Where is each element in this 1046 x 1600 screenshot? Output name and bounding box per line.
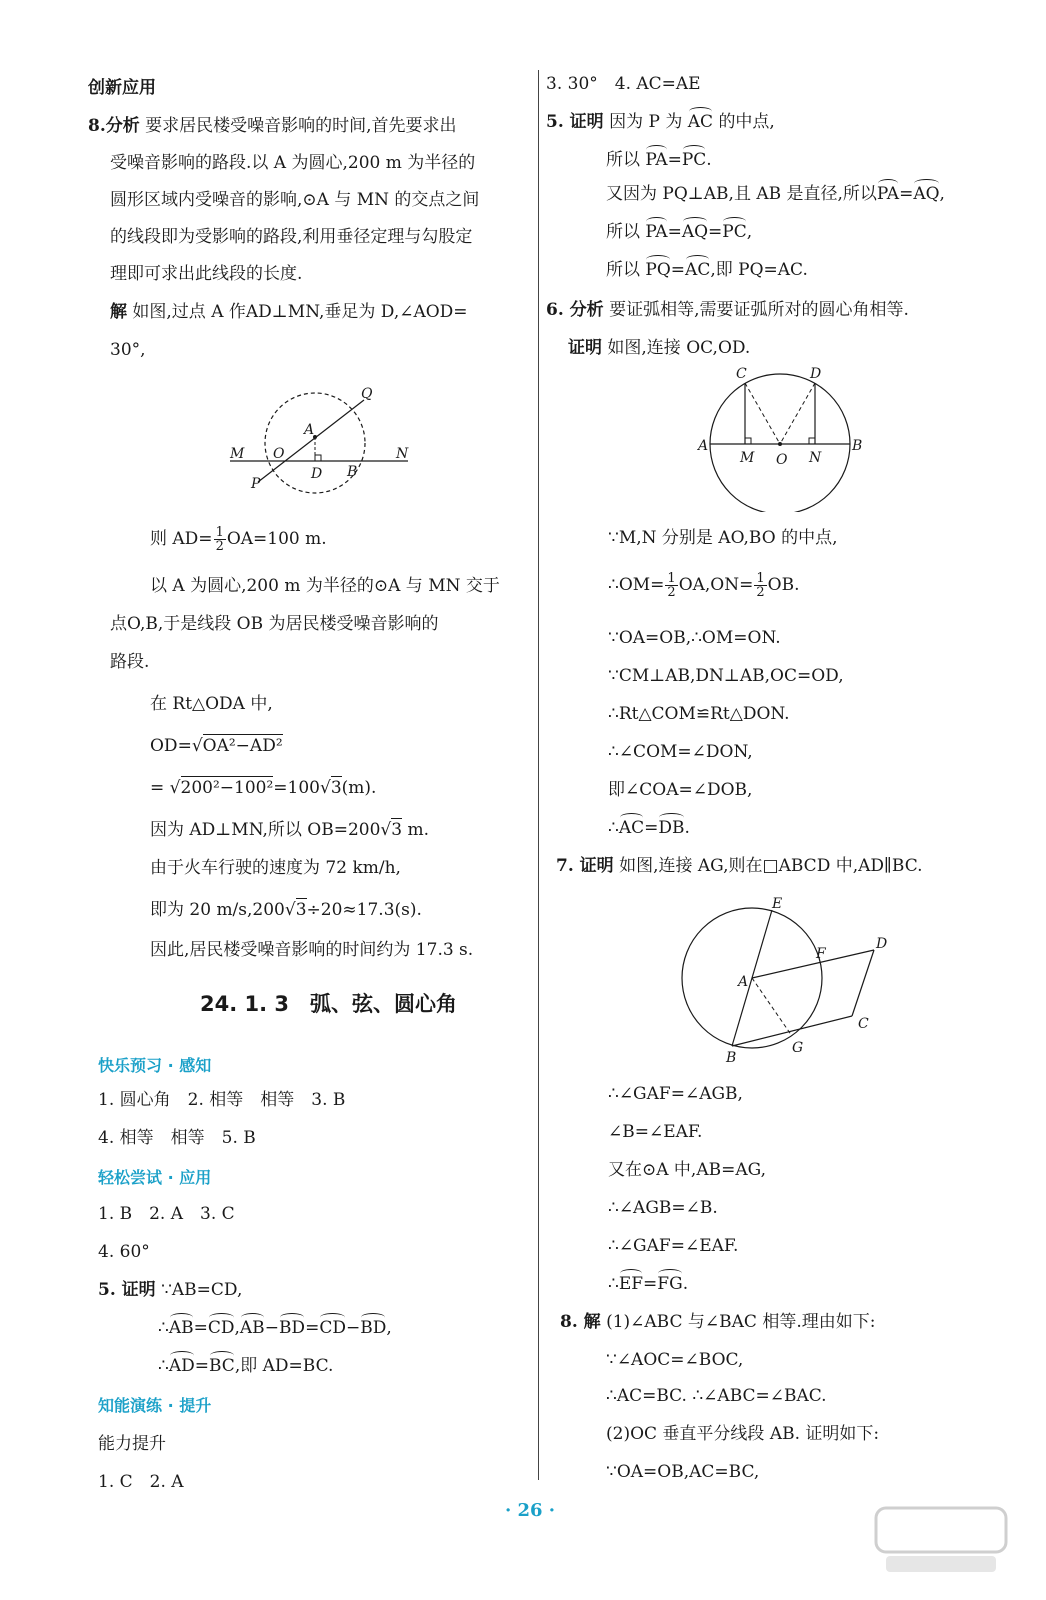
r-q7-line3: ∠B=∠EAF.	[608, 1122, 703, 1142]
label-Q: Q	[361, 386, 373, 402]
q8-analysis-line5: 理即可求出此线段的长度.	[110, 264, 303, 284]
watermark-logo	[866, 1500, 1016, 1580]
label-C: C	[858, 1016, 869, 1032]
column-divider	[538, 70, 539, 1480]
heading-improve: 知能演练 · 提升	[98, 1396, 212, 1415]
r-q6-proof-line9: ∴AC=DB.	[608, 818, 690, 838]
r-q7-line2: ∴∠GAF=∠AGB,	[608, 1084, 743, 1104]
practice-q5-line2: ∴AB=CD,AB−BD=CD−BD,	[158, 1318, 392, 1338]
r-q7-line1: 7. 证明 如图,连接 AG,则在□ABCD 中,AD∥BC.	[556, 856, 923, 876]
label-D: D	[876, 936, 888, 952]
label-N: N	[809, 450, 822, 466]
page-number: · 26 ·	[504, 1500, 556, 1521]
figure-circle-line-mn	[218, 386, 418, 496]
label-N: N	[396, 446, 409, 462]
q8-analysis-line1: 8.分析 要求居民楼受噪音影响的时间,首先要求出	[88, 116, 457, 136]
r-q6-proof-line1: 证明 如图,连接 OC,OD.	[568, 338, 751, 358]
fraction-half: $\frac{1}{2}$	[215, 525, 224, 554]
q8-solution-line12: 即为 20 m/s,200√3÷20≈17.3(s).	[150, 900, 422, 920]
r-q6-proof-line2: ∵M,N 分别是 AO,BO 的中点,	[608, 528, 838, 548]
practice-q5-line1: 5. 证明 ∵AB=CD,	[98, 1280, 243, 1300]
label-A: A	[304, 422, 315, 438]
label-G: G	[792, 1040, 804, 1056]
label-A: A	[738, 974, 749, 990]
q8-analysis-line2: 受噪音影响的路段.以 A 为圆心,200 m 为半径的	[110, 153, 476, 173]
label-B: B	[852, 438, 863, 454]
r-q7-line6: ∴∠GAF=∠EAF.	[608, 1236, 739, 1256]
label-D: D	[311, 466, 323, 482]
q8-solution-line5: 点O,B,于是线段 OB 为居民楼受噪音影响的	[110, 614, 439, 634]
q8-solution-line10: 因为 AD⊥MN,所以 OB=200√3 m.	[150, 820, 430, 840]
r-q5-line2: 所以 PA=PC.	[606, 150, 712, 170]
label-O: O	[273, 446, 285, 462]
q8-solution-line8: OD=√OA²−AD²	[150, 736, 283, 756]
r-q6-proof-line3: ∴OM= $\frac{1}{2}$ OA,ON= $\frac{1}{2}$ OB.	[608, 571, 800, 600]
r-q7-line5: ∴∠AGB=∠B.	[608, 1198, 718, 1218]
r-q7-line7: ∴EF=FG.	[608, 1274, 689, 1294]
r-q8-line5: ∵OA=OB,AC=BC,	[606, 1462, 760, 1482]
r-q6-analysis: 6. 分析 要证弧相等,需要证弧所对的圆心角相等.	[546, 300, 909, 320]
q8-solution-line4: 以 A 为圆心,200 m 为半径的⊙A 与 MN 交于	[150, 576, 500, 596]
r-q5-line1: 5. 证明 因为 P 为 AC 的中点,	[546, 112, 775, 132]
heading-practice: 轻松尝试 · 应用	[98, 1168, 212, 1187]
q8-analysis-line3: 圆形区域内受噪音的影响,⊙A 与 MN 的交点之间	[110, 190, 480, 210]
q8-solution-line3: 则 AD= $\frac{1}{2}$ OA=100 m.	[150, 525, 327, 554]
label-D: D	[810, 366, 822, 382]
label-C: C	[736, 366, 747, 382]
label-B: B	[726, 1050, 737, 1066]
improve-answers: 1. C 2. A	[98, 1472, 184, 1492]
r-q7-line4: 又在⊙A 中,AB=AG,	[608, 1160, 766, 1180]
q8-solution-line1: 解 如图,过点 A 作AD⊥MN,垂足为 D,∠AOD=	[110, 302, 468, 322]
q8-solution-line6: 路段.	[110, 652, 150, 672]
label-M: M	[740, 450, 755, 466]
label-F: F	[816, 946, 826, 962]
r-q6-proof-line5: ∵CM⊥AB,DN⊥AB,OC=OD,	[608, 666, 844, 686]
subheading: 创新应用	[88, 78, 156, 98]
practice-answers-1: 1. B 2. A 3. C	[98, 1204, 235, 1224]
label-M: M	[230, 446, 245, 462]
q8-solution-line2: 30°,	[110, 340, 146, 360]
preview-answers-1: 1. 圆心角 2. 相等 相等 3. B	[98, 1090, 346, 1110]
preview-answers-2: 4. 相等 相等 5. B	[98, 1128, 256, 1148]
q8-solution-line11: 由于火车行驶的速度为 72 km/h,	[150, 858, 401, 878]
label-B: B	[347, 464, 358, 480]
improve-subheading: 能力提升	[98, 1434, 166, 1454]
section-title: 24. 1. 3 弧、弦、圆心角	[200, 992, 458, 1016]
figure-circle-mn-cd	[696, 362, 866, 512]
heading-preview: 快乐预习 · 感知	[98, 1056, 212, 1075]
r-answers-3-4: 3. 30° 4. AC=AE	[546, 74, 701, 94]
q8-analysis-line4: 的线段即为受影响的路段,利用垂径定理与勾股定	[110, 227, 473, 247]
r-q8-line3: ∴AC=BC. ∴∠ABC=∠BAC.	[606, 1386, 827, 1406]
label-O: O	[776, 452, 788, 468]
q8-solution-line7: 在 Rt△ODA 中,	[150, 694, 273, 714]
label-E: E	[772, 896, 783, 912]
r-q8-line1: 8. 解 (1)∠ABC 与∠BAC 相等.理由如下:	[560, 1312, 876, 1332]
r-q5-line3: 又因为 PQ⊥AB,且 AB 是直径,所以PA=AQ,	[606, 184, 945, 204]
label-P: P	[251, 476, 261, 492]
q8-solution-line9: = √200²−100²=100√3(m).	[150, 778, 377, 798]
r-q5-line4: 所以 PA=AQ=PC,	[606, 222, 753, 242]
r-q6-proof-line7: ∴∠COM=∠DON,	[608, 742, 753, 762]
q8-solution-line13: 因此,居民楼受噪音影响的时间约为 17.3 s.	[150, 940, 474, 960]
r-q8-line4: (2)OC 垂直平分线段 AB. 证明如下:	[606, 1424, 880, 1444]
r-q6-proof-line4: ∵OA=OB,∴OM=ON.	[608, 628, 781, 648]
r-q8-line2: ∵∠AOC=∠BOC,	[606, 1350, 744, 1370]
label-A: A	[698, 438, 709, 454]
practice-answers-2: 4. 60°	[98, 1242, 150, 1262]
r-q6-proof-line6: ∴Rt△COM≌Rt△DON.	[608, 704, 790, 724]
practice-q5-line3: ∴AD=BC,即 AD=BC.	[158, 1356, 334, 1376]
r-q6-proof-line8: 即∠COA=∠DOB,	[608, 780, 753, 800]
r-q5-line5: 所以 PQ=AC,即 PQ=AC.	[606, 260, 808, 280]
figure-circle-parallelogram	[676, 896, 896, 1066]
